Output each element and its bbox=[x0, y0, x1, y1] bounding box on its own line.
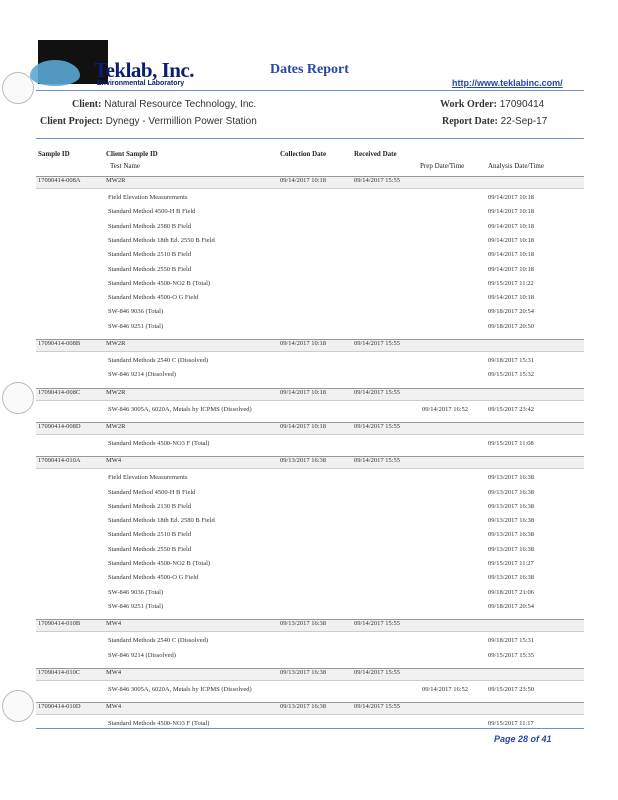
report-date-label: Report Date: bbox=[442, 116, 498, 127]
test-name: SW-846 9036 (Total) bbox=[108, 308, 164, 316]
analysis-date: 09/14/2017 10:18 bbox=[488, 265, 535, 273]
logo-swoosh-icon bbox=[30, 60, 80, 86]
analysis-date: 09/15/2017 23:50 bbox=[488, 685, 535, 693]
analysis-date: 09/14/2017 10:18 bbox=[488, 251, 535, 259]
received-date: 09/14/2017 15:55 bbox=[354, 457, 401, 465]
received-date: 09/14/2017 15:55 bbox=[354, 177, 401, 184]
sample-id: 17090414-008D bbox=[38, 422, 81, 430]
report-date-value: 22-Sep-17 bbox=[500, 116, 548, 127]
sample-id: 17090414-008A bbox=[38, 177, 81, 184]
received-date: 09/14/2017 15:55 bbox=[354, 388, 401, 396]
test-name: Standard Methods 2550 B Field bbox=[108, 265, 192, 273]
collection-date: 09/14/2017 10:18 bbox=[280, 388, 327, 396]
test-name: Standard Methods 2540 C (Dissolved) bbox=[108, 637, 209, 645]
test-name: Standard Methods 2510 B Field bbox=[108, 531, 192, 539]
col-collection-date: Collection Date bbox=[280, 150, 327, 158]
analysis-date: 09/15/2017 11:27 bbox=[488, 560, 534, 567]
test-name: SW-846 9251 (Total) bbox=[108, 602, 164, 610]
test-name: Standard Methods 4500-NO3 F (Total) bbox=[108, 439, 210, 447]
analysis-date: 09/18/2017 15:31 bbox=[488, 357, 535, 364]
collection-date: 09/13/2017 16:38 bbox=[280, 457, 327, 465]
col-test-name: Test Name bbox=[110, 162, 141, 170]
received-date: 09/14/2017 15:55 bbox=[354, 703, 401, 711]
prep-date: 09/14/2017 16:52 bbox=[422, 685, 469, 693]
client-sample-id: MW2R bbox=[106, 340, 126, 347]
punch-hole bbox=[2, 690, 34, 722]
analysis-date: 09/13/2017 16:38 bbox=[488, 502, 535, 510]
test-name: Standard Methods 4500-NO3 F (Total) bbox=[108, 720, 210, 728]
sample-id: 17090414-008C bbox=[38, 388, 81, 396]
col-prep-date: Prep Date/Time bbox=[420, 162, 465, 170]
client-value: Natural Resource Technology, Inc. bbox=[104, 99, 257, 110]
sample-id: 17090414-010D bbox=[38, 703, 81, 711]
test-name: Standard Methods 4500-NO2 B (Total) bbox=[108, 560, 211, 567]
analysis-date: 09/18/2017 20:54 bbox=[488, 602, 535, 610]
analysis-date: 09/14/2017 10:18 bbox=[488, 208, 535, 216]
analysis-date: 09/18/2017 20:50 bbox=[488, 322, 535, 330]
footer-divider bbox=[36, 728, 584, 729]
prep-date: 09/14/2017 16:52 bbox=[422, 405, 469, 413]
client-sample-id: MW2R bbox=[106, 422, 126, 430]
punch-hole bbox=[2, 382, 34, 414]
test-name: Field Elevation Measurements bbox=[108, 474, 188, 482]
sample-id: 17090414-010C bbox=[38, 668, 81, 676]
info-divider bbox=[36, 138, 584, 139]
test-name: Standard Methods 4500-O G Field bbox=[108, 574, 199, 582]
received-date: 09/14/2017 15:55 bbox=[354, 422, 401, 430]
analysis-date: 09/13/2017 16:38 bbox=[488, 574, 535, 582]
analysis-date: 09/14/2017 10:18 bbox=[488, 194, 535, 201]
analysis-date: 09/18/2017 15:31 bbox=[488, 637, 535, 645]
test-name: Standard Methods 2510 B Field bbox=[108, 251, 192, 259]
client-sample-id: MW2R bbox=[106, 177, 126, 184]
client-sample-id: MW4 bbox=[106, 668, 122, 676]
collection-date: 09/13/2017 16:38 bbox=[280, 703, 327, 711]
col-received-date: Received Date bbox=[354, 150, 397, 158]
client-label: Client: bbox=[72, 99, 102, 110]
project-line bbox=[40, 116, 257, 127]
test-name: Standard Methods 18th Ed. 2580 B Field bbox=[108, 517, 215, 525]
test-name: SW-846 9251 (Total) bbox=[108, 322, 164, 330]
analysis-date: 09/14/2017 10:18 bbox=[488, 222, 535, 230]
collection-date: 09/14/2017 10:18 bbox=[280, 177, 327, 184]
work-order-label: Work Order: bbox=[440, 99, 497, 110]
analysis-date: 09/18/2017 21:06 bbox=[488, 588, 535, 596]
test-name: Standard Methods 2540 C (Dissolved) bbox=[108, 357, 209, 364]
client-sample-id: MW2R bbox=[106, 388, 126, 396]
received-date: 09/14/2017 15:55 bbox=[354, 668, 401, 676]
test-name: SW-846 9036 (Total) bbox=[108, 588, 164, 596]
col-client-sample-id: Client Sample ID bbox=[106, 150, 158, 158]
logo-text: Teklab, Inc. bbox=[94, 58, 195, 82]
test-name: SW-846 9214 (Dissolved) bbox=[108, 651, 176, 659]
page-number: Page 28 of 41 bbox=[494, 734, 552, 744]
test-name: SW-846 9214 (Dissolved) bbox=[108, 371, 176, 379]
analysis-date: 09/13/2017 16:38 bbox=[488, 531, 535, 539]
website-link[interactable]: http://www.teklabinc.com/ bbox=[452, 78, 563, 88]
col-sample-id: Sample ID bbox=[38, 150, 70, 158]
test-name: SW-846 3005A, 6020A, Metals by ICPMS (Dissolved) bbox=[108, 685, 252, 693]
analysis-date: 09/14/2017 10:18 bbox=[488, 236, 535, 244]
test-name: Standard Methods 4500-NO2 B (Total) bbox=[108, 279, 211, 287]
report-date-line bbox=[442, 116, 547, 127]
sample-id: 17090414-010B bbox=[38, 620, 81, 628]
analysis-date: 09/13/2017 16:38 bbox=[488, 488, 535, 496]
test-name: Standard Methods 2550 B Field bbox=[108, 545, 192, 553]
sample-id: 17090414-008B bbox=[38, 340, 81, 347]
test-name: Standard Methods 2580 B Field bbox=[108, 222, 192, 230]
received-date: 09/14/2017 15:55 bbox=[354, 340, 401, 347]
test-name: Standard Methods 2130 B Field bbox=[108, 502, 192, 510]
test-name: Standard Methods 4500-O G Field bbox=[108, 294, 199, 302]
analysis-date: 09/15/2017 11:08 bbox=[488, 439, 534, 447]
project-value: Dynegy - Vermillion Power Station bbox=[105, 116, 257, 127]
client-sample-id: MW4 bbox=[106, 703, 122, 711]
test-name: SW-846 3005A, 6020A, Metals by ICPMS (Dissolved) bbox=[108, 405, 252, 413]
client-line bbox=[72, 99, 256, 110]
collection-date: 09/13/2017 16:38 bbox=[280, 620, 327, 628]
client-sample-id: MW4 bbox=[106, 457, 122, 465]
received-date: 09/14/2017 15:55 bbox=[354, 620, 401, 628]
analysis-date: 09/18/2017 20:54 bbox=[488, 308, 535, 316]
test-name: Standard Methods 18th Ed. 2550 B Field bbox=[108, 236, 215, 244]
project-label: Client Project: bbox=[40, 116, 103, 127]
analysis-date: 09/13/2017 16:38 bbox=[488, 545, 535, 553]
analysis-date: 09/15/2017 11:22 bbox=[488, 279, 534, 287]
col-analysis-date: Analysis Date/Time bbox=[488, 162, 544, 170]
report-title: Dates Report bbox=[270, 62, 349, 77]
client-sample-id: MW4 bbox=[106, 620, 122, 628]
analysis-date: 09/13/2017 16:38 bbox=[488, 517, 535, 525]
work-order-line bbox=[440, 99, 544, 110]
sample-id: 17090414-010A bbox=[38, 457, 81, 465]
logo-subtitle: Environmental Laboratory bbox=[97, 80, 185, 87]
collection-date: 09/14/2017 10:18 bbox=[280, 340, 327, 347]
analysis-date: 09/14/2017 10:18 bbox=[488, 294, 535, 302]
test-name: Standard Method 4500-H B Field bbox=[108, 488, 196, 496]
test-name: Field Elevation Measurements bbox=[108, 194, 188, 201]
collection-date: 09/14/2017 10:18 bbox=[280, 422, 327, 430]
analysis-date: 09/15/2017 15:35 bbox=[488, 651, 535, 659]
analysis-date: 09/15/2017 11:17 bbox=[488, 720, 534, 728]
header-divider bbox=[36, 90, 584, 91]
collection-date: 09/13/2017 16:38 bbox=[280, 668, 327, 676]
analysis-date: 09/15/2017 23:42 bbox=[488, 405, 535, 413]
analysis-date: 09/15/2017 15:32 bbox=[488, 371, 535, 379]
work-order-value: 17090414 bbox=[499, 99, 545, 110]
test-name: Standard Method 4500-H B Field bbox=[108, 208, 196, 216]
analysis-date: 09/13/2017 16:38 bbox=[488, 474, 535, 482]
